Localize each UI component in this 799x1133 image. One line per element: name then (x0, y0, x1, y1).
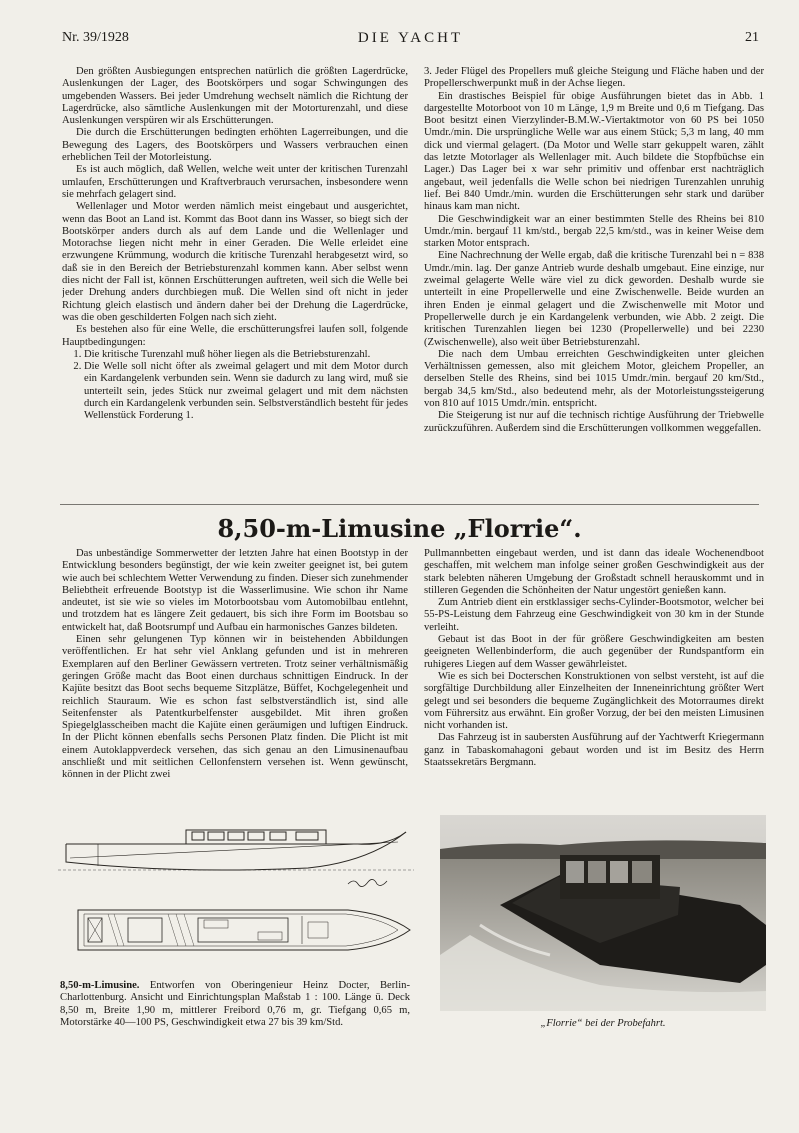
caption-title: 8,50-m-Limusine. (60, 980, 140, 991)
article-title: 8,50-m-Limusine „Florrie“. (217, 514, 582, 543)
list-item: 2. Die Welle soll nicht öfter als zweimal gelagert und mit dem Motor durch ein Kardangelenk verbunden sein. Wenn sie dadurch zu lang wird, muß sie unterteilt sein, jedes Stück nur zweimal gelagert und mit dem nächsten durch ein Kardangelenk verbunden sein. Selbstverständlich besteht für jedes Wellenstück Forderung 1. (84, 361, 408, 422)
paragraph: Ein drastisches Beispiel für obige Ausführungen bietet das in Abb. 1 dargestellte Motorboot von 10 m Länge, 1,9 m Breite und 0,6 m Tiefgang. Das Boot besitzt einen Vierzylinder-B.M.W.-Viertaktmotor von 60 PS bei 1050 Umdr./min. Die ursprüngliche Welle war aus einem Stück; 5,3 m lang, 40 mm dick und viermal gelagert. (Da Motor und Welle starr gekuppelt waren, zählt das letzte Motorlager als Wellenlager mit. Auch bildete die Stopfbüchse ein Lager.) Das Lager bei x war sehr primitiv und offenbar erst nachträglich angebaut, weil jedenfalls die Welle schon bei niedrigen Turenzahlen unruhig lief. Bei 840 Umdr./min. wurden die Erschütterungen sehr stark und darüber hinaus kam man nicht. (424, 90, 764, 213)
plan-hatching (108, 914, 194, 946)
conditions-list (62, 349, 408, 423)
boat-plan-drawing (58, 822, 414, 972)
paragraph: Das unbeständige Sommerwetter der letzten Jahre hat einen Bootstyp in der Entwicklung besonders begünstigt, der wie kein zweiter geeignet ist, bei gutem wie auch bei schlechtem Wetter Verwendung zu finden. Dieser sich zunehmender Beliebtheit erfreuende Bootstyp ist die Wasserlimusine. Wie schon ihr Name andeutet, ist sie wie so vieles im Motorbootsbau vom Automobilbau entlehnt, und trotzdem hat es längere Zeit gedauert, bis sich ihre Form im Bootsbau so entwickelt hat, daß Bootsrumpf und Aufbau ein harmonisches Ganzes bildeten. (62, 548, 408, 633)
boat-photo (440, 815, 766, 1011)
drawing-caption (60, 980, 410, 1030)
paragraph: Wie es sich bei Docterschen Konstruktionen von selbst versteht, ist auf die sorgfältige Durchbildung aller Einzelheiten der Inneneinrichtung größter Wert gelegt und sei besonders die bequeme Zugänglichkeit des Motorraumes direkt vom Führersitz aus erwähnt. Ein großer Vorzug, der bei den meisten Limusinen nicht vorhanden ist. (424, 670, 764, 732)
paragraph: Einen sehr gelungenen Typ können wir in beistehenden Abbildungen veröffentlichen. Er hat sehr viel Anklang gefunden und ist in mehreren Exemplaren auf den Berliner Gewässern vertreten. Trotz seiner verhältnismäßig geringen Größe macht das Boot einen durchaus schnittigen Eindruck. In der Kajüte besitzt das Boot sechs bequeme Sitzplätze, Büffet, Kochgelegenheit und reichlich Stauraum. Wie es schon fast selbstverständlich ist, sind alle Seitenfenster als Patentkurbelfenster ausgebildet. Mit ihren großen Spiegelglasscheiben macht die Kajüte einen geräumigen und luftigen Eindruck. In der Plicht können ebenfalls sechs Personen Platz finden. Die Plicht ist mit einem Autoklappverdeck versehen, das sich genau an den Limusinenaufbau anschließt und mit seitlichen Cellonfenstern versehen ist. Wenn gewünscht, können in der Plicht zwei (62, 634, 408, 781)
plan-view (78, 910, 410, 950)
upper-right-column (424, 66, 764, 486)
paragraph: Das Fahrzeug ist in saubersten Ausführung auf der Yachtwerft Kriegermann ganz in Tabaskomahagoni gebaut worden und ist im Besitz des Herrn Staatssekretärs Bergmann. (424, 732, 764, 769)
upper-left-column (62, 66, 408, 486)
page-header (62, 30, 759, 50)
list-item: 3. Jeder Flügel des Propellers muß gleiche Steigung und Fläche haben und der Propellerschwerpunkt muß in der Achse liegen. (424, 66, 764, 90)
designer-signature (348, 879, 387, 886)
paragraph: Pullmannbetten eingebaut werden, und ist dann das ideale Wochenendboot geschaffen, mit welchem man infolge seiner großen Geschwindigkeit aus der stark belebten näheren Umgebung der Großstadt schnell herauskommt und in stilleren Gegenden die Schönheiten der Natur ungestört genießen kann. (424, 548, 764, 596)
paragraph: Die durch die Erschütterungen bedingten erhöhten Lagerreibungen, und die Bewegung des Lagers, des Bootskörpers und Wassers verbrauchen einen erheblichen Teil der Motorleistung. (62, 127, 408, 164)
lower-left-column (62, 548, 408, 814)
magazine-title: DIE YACHT (357, 30, 464, 46)
paragraph: Es ist auch möglich, daß Wellen, welche weit unter der kritischen Turenzahl umlaufen, Erschütterungen und Kraftverbrauch verursachen, insbesondere wenn sie mehrfach gelagert sind. (62, 164, 408, 200)
issue-number: Nr. 39/1928 (62, 30, 129, 45)
page-number: 21 (745, 30, 759, 45)
paragraph: Die nach dem Umbau erreichten Geschwindigkeiten unter gleichen Verhältnissen gemessen, also mit gleichem Motor, gleichem Propeller, an derselben Stelle des Rheins, sind bei 1015 Umdr./min. bergauf 20 km/Std., bergab 34,5 km/Std., also bedeutend mehr, als der Motorleistungssteigerung von 810 auf 1015 Umdr./min. entspricht. (424, 348, 764, 410)
lower-right-column (424, 548, 764, 810)
paragraph: Es bestehen also für eine Welle, die erschütterungsfrei laufen soll, folgende Hauptbedingungen: (62, 324, 408, 348)
list-item: 1. Die kritische Turenzahl muß höher liegen als die Betriebsturenzahl. (84, 349, 408, 361)
section-divider (60, 504, 759, 505)
paragraph: Eine Nachrechnung der Welle ergab, daß die kritische Turenzahl bei n = 838 Umdr./min. lag. Der ganze Antrieb wurde deshalb umgebaut. Eine einzige, nur zweimal gelagerte Welle wäre viel zu dick geworden. Deshalb wurde sie unterteilt in eine Propellerwelle und eine Zwischenwelle. Beide wurden an ihren Enden je einmal gelagert und die Zwischenwelle mit Motor und Propellerwelle durch je ein Kardangelenk verbunden, wie Abb. 2 zeigt. Die kritischen Turenzahlen liegen bei 1230 (Propellerwelle) und bei 2230 (Zwischenwelle), also weit über Betriebsturenzahl. (424, 250, 764, 348)
paragraph: Die Geschwindigkeit war an einer bestimmten Stelle des Rheins bei 810 Umdr./min. bergauf 11 km/std., bergab 22,5 km/std., was in keiner Weise dem starken Motor entsprach. (424, 213, 764, 250)
paragraph: Wellenlager und Motor werden nämlich meist eingebaut und ausgerichtet, wenn das Boot an Land ist. Kommt das Boot dann ins Wasser, so biegt sich der Bootskörper anders durch als auf dem Lande und die Wellenlager und Motorachse liegen nicht mehr in einer Geraden. Die Welle erleidet eine erzwungene Krümmung, wodurch die kritische Turenzahl herabgesetzt wird, so daß sie in den Bereich der Betriebsturenzahl kommen kann. Aber selbst wenn dies nicht der Fall ist, können Erschütterungen auftreten, weil sich die Welle bei jeder Drehung anders durchbiegen muß. Die Wellen sind oft nicht in jeder Richtung gleich elastisch und ändern daher bei der Drehung die Lagerdrücke, was die oben geschilderten Folgen nach sich zieht. (62, 201, 408, 323)
paragraph: Den größten Ausbiegungen entsprechen natürlich die größten Lagerdrücke, Auslenkungen der Lager, des Bootskörpers und sogar Schwingungen des umgebenden Wassers. Bei jeder Umdrehung wechselt nämlich die Richtung der Lagerdrücke, also sämtliche Auslenkungen mit der Motorturenzahl, und diese Auslenkungen verspüren wir als Erschütterungen. (62, 66, 408, 127)
photo-caption: „Florrie“ bei der Probefahrt. (540, 1018, 666, 1029)
paragraph: Zum Antrieb dient ein erstklassiger sechs-Cylinder-Bootsmotor, welcher bei 55-PS-Leistung dem Fahrzeug eine Geschwindigkeit von 30 km in der Stunde verleiht. (424, 597, 764, 633)
paragraph: Gebaut ist das Boot in der für größere Geschwindigkeiten am besten geeigneten Wellenbinderform, die auch gegenüber der Rundspantform ein ruhigeres Liegen auf dem Wasser gewährleistet. (424, 634, 764, 670)
side-elevation (58, 830, 414, 870)
paragraph: Die Steigerung ist nur auf die technisch richtige Ausführung der Triebwelle zurückzuführen. Außerdem sind die Erschütterungen vollkommen weggefallen. (424, 410, 764, 434)
caption-text: Entworfen von Oberingenieur Heinz Docter, Berlin-Charlottenburg. Ansicht und Einrichtungsplan Maßstab 1 : 100. Länge ü. Deck 8,50 m, Breite 1,90 m, mittlerer Freibord 0,76 m, gr. Tiefgang 0,65 m, Motorstärke 40—100 PS, Geschwindigkeit etwa 27 bis 39 km/Std. (60, 980, 410, 1029)
